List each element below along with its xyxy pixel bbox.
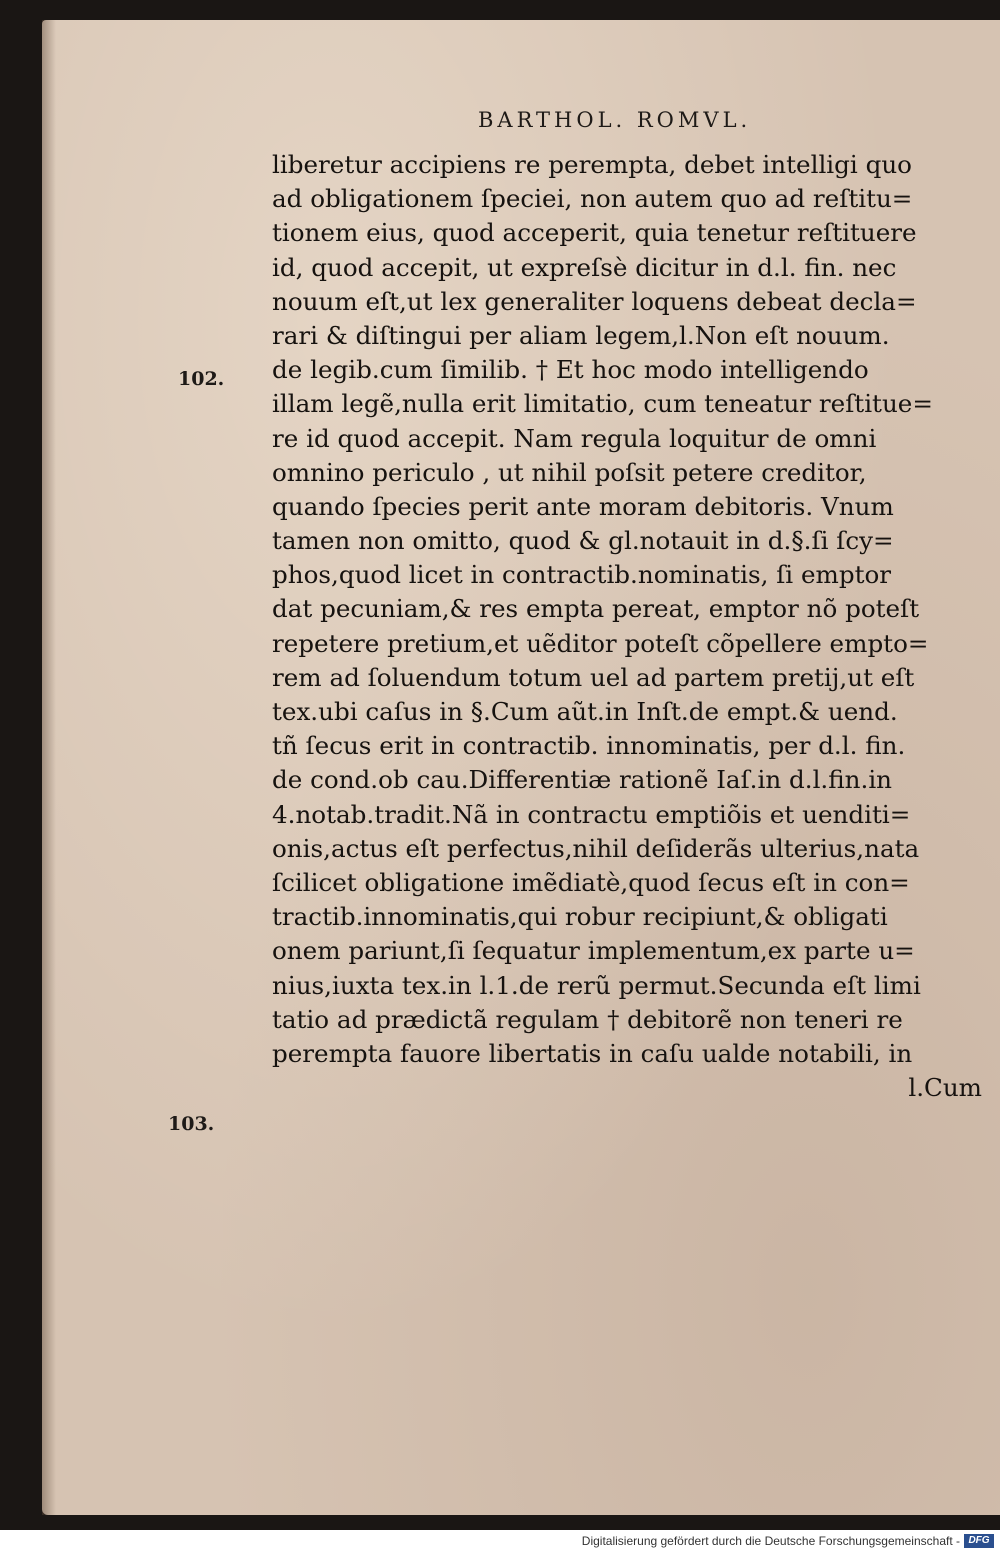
text-line: tatio ad prædictã regulam † debitorẽ non teneri re <box>272 1004 903 1034</box>
text-line: id, quod accepit, ut expreſsè dicitur in d.l. fin. nec <box>272 252 897 282</box>
margin-note-103: 103. <box>168 1113 215 1135</box>
text-line: tractib.innominatis,qui robur recipiunt,& obligati <box>272 902 888 932</box>
footer-bar <box>0 1530 1000 1553</box>
text-line: nouum eſt,ut lex generaliter loquens debeat decla= <box>272 286 917 316</box>
text-line: ſcilicet obligatione imẽdiatè,quod ſecus eſt in con= <box>272 867 910 897</box>
text-line: de cond.ob cau.Differentiæ rationẽ Iaſ.in d.l.fin.in <box>272 765 893 795</box>
text-line: omnino periculo , ut nihil poſsit petere creditor, <box>272 457 867 487</box>
running-head: BARTHOL. ROMVL. <box>478 108 752 132</box>
text-line: ad obligationem ſpeciei, non autem quo ad reſtitu= <box>272 184 913 214</box>
text-line: onem pariunt,ſi ſequatur implementum,ex parte u= <box>272 936 915 966</box>
dfg-logo-icon: DFG <box>964 1534 994 1548</box>
funding-credit: Digitalisierung gefördert durch die Deutsche Forschungsgemeinschaft - <box>581 1534 960 1548</box>
text-line: liberetur accipiens re perempta, debet intelligi quo <box>272 150 912 179</box>
text-line: re id quod accepit. Nam regula loquitur de omni <box>272 423 877 453</box>
text-line: tñ ſecus erit in contractib. innominatis, per d.l. fin. <box>272 731 906 761</box>
text-line: perempta fauore libertatis in caſu ualde notabili, in <box>272 1038 913 1068</box>
text-line: dat pecuniam,& res empta pereat, emptor nõ poteſt <box>272 594 920 624</box>
text-line: rari & diſtingui per aliam legem,l.Non eſt nouum. <box>272 320 890 350</box>
text-line: phos,quod licet in contractib.nominatis, ſi emptor <box>272 560 892 590</box>
text-line: nius,iuxta tex.in l.1.de rerũ permut.Secunda eſt limi <box>272 970 921 1000</box>
margin-note-102: 102. <box>178 368 225 390</box>
text-line: tex.ubi caſus in §.Cum aũt.in Inſt.de empt.& uend. <box>272 697 898 726</box>
text-line: tionem eius, quod acceperit, quia tenetur reſtituere <box>272 218 917 248</box>
text-line: repetere pretium,et uẽditor poteſt cõpellere empto= <box>272 628 929 658</box>
text-line: onis,actus eſt perfectus,nihil deſiderãs ulterius,nata <box>272 833 920 863</box>
text-line: de legib.cum ſimilib. † Et hoc modo intelligendo <box>272 355 869 385</box>
text-line: quando ſpecies perit ante moram debitoris. Vnum <box>272 491 894 521</box>
text-line: illam legẽ,nulla erit limitatio, cum teneatur reſtitue= <box>272 389 933 419</box>
paper-edge-shadow <box>42 20 56 1515</box>
text-line: rem ad ſoluendum totum uel ad partem pretij,ut eſt <box>272 662 915 692</box>
text-line: 4.notab.tradit.Nã in contractu emptiõis et uenditi= <box>272 799 911 829</box>
catchword: l.Cum <box>908 1073 982 1103</box>
text-line: tamen non omitto, quod & gl.notauit in d.§.ſi ſcy= <box>272 526 894 556</box>
body-text-block <box>272 148 988 1105</box>
